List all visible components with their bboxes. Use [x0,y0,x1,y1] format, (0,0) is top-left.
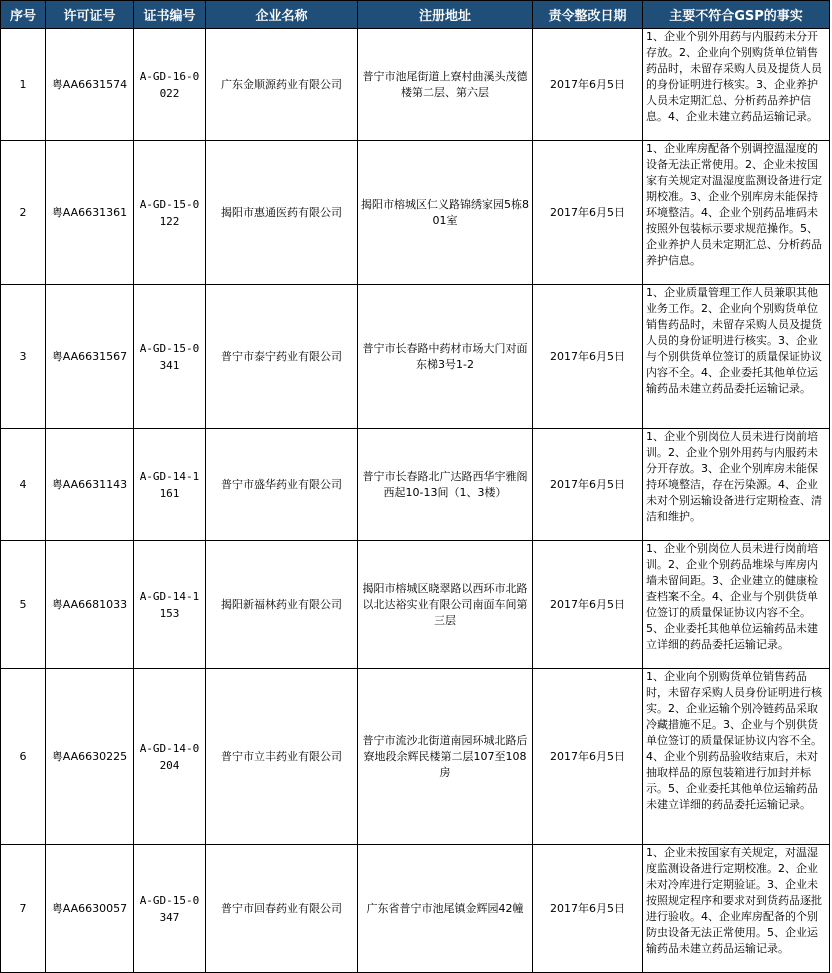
row-index: 5 [1,541,46,669]
row-index: 7 [1,845,46,973]
table-row [1,429,830,541]
row-index: 2 [1,141,46,285]
header-date: 责令整改日期 [533,1,643,29]
header-facts: 主要不符合GSP的事实 [643,1,830,29]
row-index: 6 [1,669,46,845]
row-index: 1 [1,29,46,141]
table-row [1,669,830,845]
row-license: 粤AA6681033 [46,541,134,669]
row-cert: A-GD-14-1161 [134,429,206,541]
row-cert: A-GD-14-1153 [134,541,206,669]
row-company-name: 揭阳新福林药业有限公司 [206,541,358,669]
row-index: 3 [1,285,46,429]
row-license: 粤AA6630225 [46,669,134,845]
row-date: 2017年6月5日 [533,285,643,429]
row-cert: A-GD-15-0347 [134,845,206,973]
row-date: 2017年6月5日 [533,429,643,541]
row-facts: 1、企业个别岗位人员未进行岗前培训。2、企业个别药品堆垛与库房内墙未留间距。3、企业建立的健康检查档案不全。4、企业与个别供货单位签订的质量保证协议内容不全。5、企业委托其他单位运输药品未建立详细的药品委托运输记录。 [643,541,830,669]
row-facts: 1、企业质量管理工作人员兼职其他业务工作。2、企业向个别购货单位销售药品时，未留存采购人员及提货人员的身份证明进行核实。3、企业与个别供货单位签订的质量保证协议内容不全。4、企业委托其他单位运输药品未建立药品委托运输记录。 [643,285,830,429]
table-row [1,285,830,429]
row-cert: A-GD-16-0022 [134,29,206,141]
row-date: 2017年6月5日 [533,669,643,845]
row-address: 揭阳市榕城区仁义路锦绣家园5栋801室 [358,141,533,285]
row-company-name: 揭阳市惠通医药有限公司 [206,141,358,285]
row-license: 粤AA6631143 [46,429,134,541]
row-cert: A-GD-15-0341 [134,285,206,429]
table-row [1,29,830,141]
table-header-row [1,1,830,29]
row-license: 粤AA6631567 [46,285,134,429]
header-company-name: 企业名称 [206,1,358,29]
row-facts: 1、企业未按国家有关规定，对温湿度监测设备进行定期校准。2、企业未对冷库进行定期验证。3、企业未按照规定程序和要求对到货药品逐批进行验收。4、企业库房配备的个别防虫设备无法正常使用。5、企业运输药品未建立药品运输记录。 [643,845,830,973]
row-license: 粤AA6630057 [46,845,134,973]
row-license: 粤AA6631574 [46,29,134,141]
row-company-name: 普宁市立丰药业有限公司 [206,669,358,845]
row-date: 2017年6月5日 [533,845,643,973]
row-address: 普宁市流沙北街道南园环城北路后寮地段余辉民楼第二层107至108房 [358,669,533,845]
row-index: 4 [1,429,46,541]
row-date: 2017年6月5日 [533,541,643,669]
row-company-name: 普宁市泰宁药业有限公司 [206,285,358,429]
row-facts: 1、企业个别岗位人员未进行岗前培训。2、企业个别外用药与内服药未分开存放。3、企业个别库房未能保持环境整洁，存在污染源。4、企业未对个别运输设备进行定期检查、清洁和维护。 [643,429,830,541]
row-date: 2017年6月5日 [533,141,643,285]
row-company-name: 普宁市盛华药业有限公司 [206,429,358,541]
row-company-name: 广东金顺源药业有限公司 [206,29,358,141]
table-row [1,541,830,669]
row-address: 广东省普宁市池尾镇金辉园42幢 [358,845,533,973]
row-facts: 1、企业库房配备个别调控温湿度的设备无法正常使用。2、企业未按国家有关规定对温湿度监测设备进行定期校准。3、企业个别库房未能保持环境整洁。4、企业个别药品堆码未按照外包装标示要求规范操作。5、企业养护人员未定期汇总、分析药品养护信息。 [643,141,830,285]
row-cert: A-GD-15-0122 [134,141,206,285]
table-row [1,845,830,973]
header-license: 许可证号 [46,1,134,29]
row-address: 普宁市池尾街道上寮村曲溪头茂德楼第二层、第六层 [358,29,533,141]
header-address: 注册地址 [358,1,533,29]
row-company-name: 普宁市回春药业有限公司 [206,845,358,973]
row-license: 粤AA6631361 [46,141,134,285]
header-index: 序号 [1,1,46,29]
table-row [1,141,830,285]
row-facts: 1、企业个别外用药与内服药未分开存放。2、企业向个别购货单位销售药品时，未留存采购人员及提货人员的身份证明进行核实。3、企业养护人员未定期汇总、分析药品养护信息。4、企业未建立药品运输记录。 [643,29,830,141]
row-address: 普宁市长春路中药材市场大门对面东梯3号1-2 [358,285,533,429]
row-date: 2017年6月5日 [533,29,643,141]
header-cert: 证书编号 [134,1,206,29]
row-cert: A-GD-14-0204 [134,669,206,845]
row-facts: 1、企业向个别购货单位销售药品时，未留存采购人员身份证明进行核实。2、企业运输个别冷链药品采取冷藏措施不足。3、企业与个别供货单位签订的质量保证协议内容不全。4、企业个别药品验收结束后，未对抽取样品的原包装箱进行加封并标示。5、企业委托其他单位运输药品未建立详细的药品委托运输记录。 [643,669,830,845]
row-address: 普宁市长春路北广达路西华宇雅阁西起10-13间（1、3楼） [358,429,533,541]
row-address: 揭阳市榕城区晓翠路以西环市北路以北达裕实业有限公司南面车间第三层 [358,541,533,669]
